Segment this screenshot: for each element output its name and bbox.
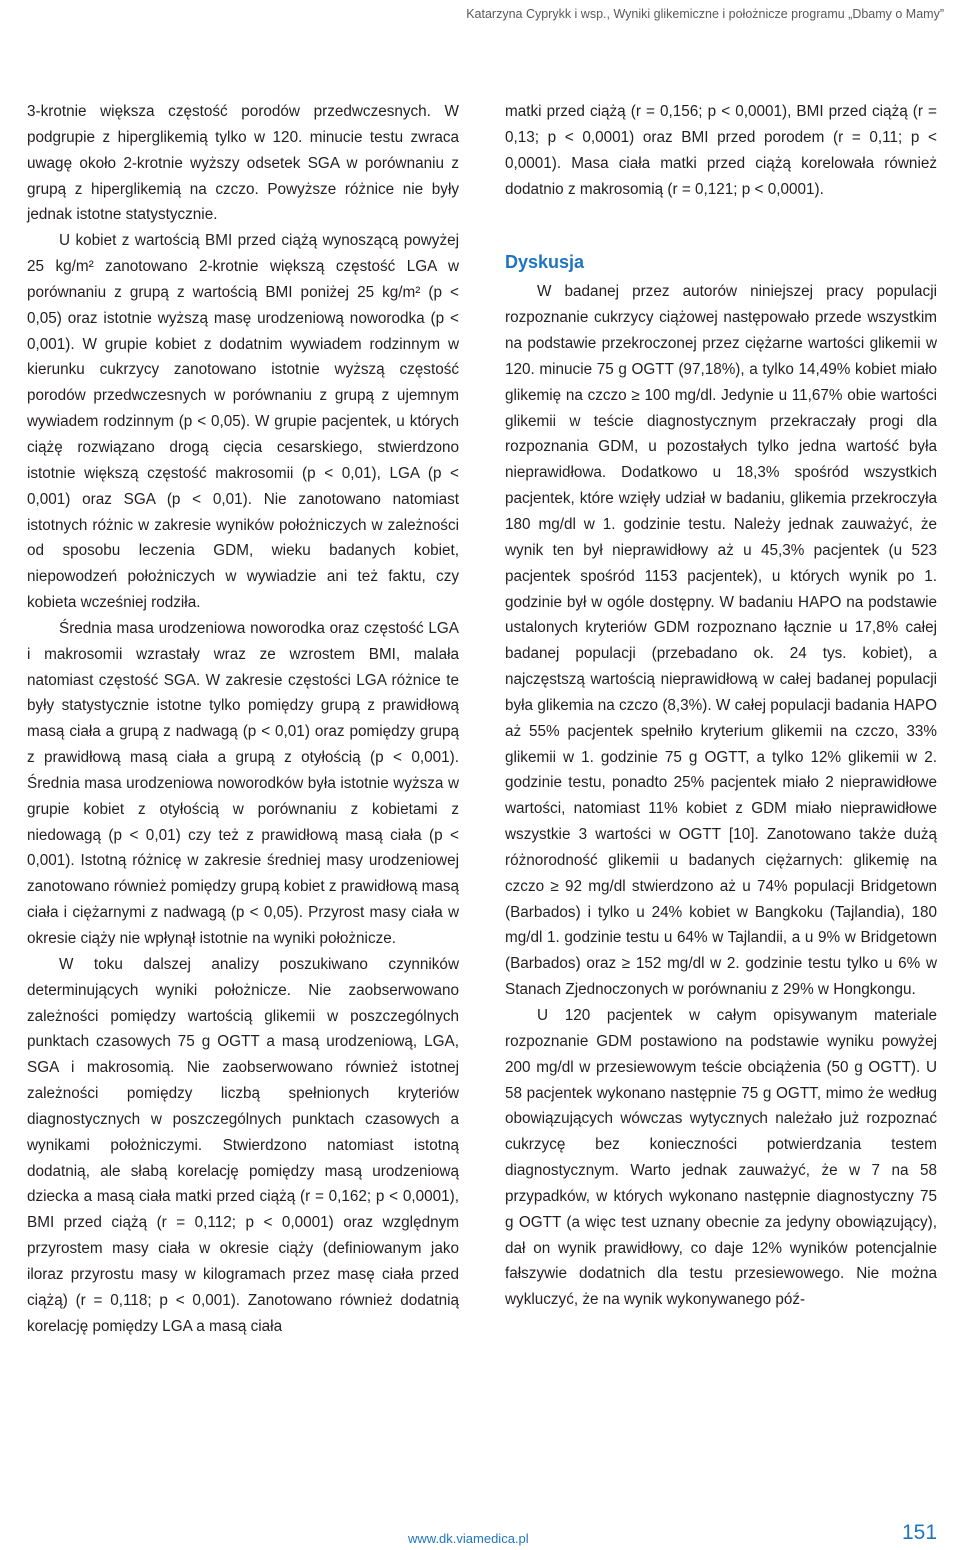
paragraph: U kobiet z wartością BMI przed ciążą wynoszącą powyżej 25 kg/m² zanotowano 2-krotnie większą częstość LGA w porównaniu z grupą z wartością BMI poniżej 25 kg/m² (p < 0,05) oraz istotnie wyższą masę urodzeniową noworodka (p < 0,001). W grupie kobiet z dodatnim wywiadem rodzinnym w kierunku cukrzycy zanotowano istotnie wyższą częstość porodów przedwczesnych w porównaniu z grupą z ujemnym wywiadem rodzinnym (p < 0,05). W grupie pacjentek, u których ciążę rozwiązano drogą cięcia cesarskiego, stwierdzono istotnie większą częstość makrosomii (p < 0,01), LGA (p < 0,001) oraz SGA (p < 0,01). Nie zanotowano natomiast istotnych różnic w zakresie wyników położniczych w zależności od sposobu leczenia GDM, wieku badanych kobiet, niepowodzeń położniczych w wywiadzie ani też faktu, czy kobieta wcześniej rodziła. bbox=[27, 232, 459, 612]
section-heading-discussion: Dyskusja bbox=[505, 252, 585, 273]
running-title: Katarzyna Cyprykk i wsp., Wyniki glikemiczne i położnicze programu „Dbamy o Mamy” bbox=[466, 7, 944, 21]
paragraph: matki przed ciążą (r = 0,156; p < 0,0001), BMI przed ciążą (r = 0,13; p < 0,0001) oraz BMI przed porodem (r = 0,11; p < 0,0001). Masa ciała matki przed ciążą korelowała również dodatnio z makrosomią (r = 0,121; p < 0,0001). bbox=[505, 103, 937, 198]
paragraph: Średnia masa urodzeniowa noworodka oraz częstość LGA i makrosomii wzrastały wraz ze wzrostem BMI, malała natomiast częstość SGA. W zakresie częstości LGA różnice te były statystycznie istotne tylko pomiędzy grupą z prawidłową masą ciała a grupą z nadwagą (p < 0,01) oraz pomiędzy grupą z prawidłową masą ciała a grupą z otyłością (p < 0,001). Średnia masa urodzeniowa noworodków była istotnie wyższa w grupie kobiet z otyłością w porównaniu z kobietami z niedowagą (p < 0,01) czy też z prawidłową masą ciała (p < 0,001). Istotną różnicę w zakresie średniej masy urodzeniowej zanotowano również pomiędzy grupą kobiet z prawidłową masą ciała i ciężarnymi z nadwagą (p < 0,05). Przyrost masy ciała w okresie ciąży nie wpłynął istotnie na wyniki położnicze. bbox=[27, 619, 459, 947]
journal-url-link[interactable]: www.dk.viamedica.pl bbox=[408, 1531, 529, 1546]
paragraph: W toku dalszej analizy poszukiwano czynników determinujących wyniki położnicze. Nie zaobserwowano zależności pomiędzy wartością glikemii w poszczególnych punktach czasowych 75 g OGTT a masą urodzeniową, LGA, SGA i makrosomią. Nie zaobserwowano również istotnej zależności pomiędzy liczbą spełnionych kryteriów diagnostycznych w poszczególnych punktach czasowych a wynikami położniczymi. Stwierdzono natomiast istotną dodatnią, ale słabą korelację pomiędzy masą urodzeniową dziecka a masą ciała matki przed ciążą (r = 0,162; p < 0,0001), BMI przed ciążą (r = 0,112; p < 0,0001) oraz względnym przyrostem masy ciała w okresie ciąży (definiowanym jako iloraz przyrostu masy w kilogramach przez masę ciała przed ciążą) (r = 0,118; p < 0,001). Zanotowano również dodatnią korelację pomiędzy LGA a masą ciała bbox=[27, 955, 459, 1335]
left-column bbox=[27, 99, 459, 1340]
paragraph: 3-krotnie większa częstość porodów przedwczesnych. W podgrupie z hiperglikemią tylko w 120. minucie testu zwraca uwagę około 2-krotnie wyższy odsetek SGA w porównaniu z grupą z hiperglikemią na czczo. Powyższe różnice nie były jednak istotne statystycznie. bbox=[27, 103, 459, 224]
paragraph: W badanej przez autorów niniejszej pracy populacji rozpoznanie cukrzycy ciążowej następowało przede wszystkim na podstawie przekroczonej przez ciężarne wartości glikemii w 120. minucie 75 g OGTT (97,18%), a tylko 14,49% kobiet miało glikemię na czczo ≥ 100 mg/dl. Jedynie u 11,67% obie wartości glikemii w teście diagnostycznym przekraczały progi dla rozpoznania GDM, u pozostałych tylko jedna wartość była nieprawidłowa. Dodatkowo u 18,3% spośród wszystkich pacjentek, które wzięły udział w badaniu, glikemia przekroczyła 180 mg/dl w 1. godzinie testu. Należy jednak zauważyć, że wynik ten był nieprawidłowy aż u 45,3% pacjentek (u 523 pacjentek spośród 1153 pacjentek), u których wynik po 1. godzinie był w ogóle dostępny. W badaniu HAPO na podstawie ustalonych kryteriów GDM rozpoznano łącznie u 17,8% całej badanej populacji (przebadano ok. 24 tys. kobiet), a najczęstszą wartością nieprawidłową w całej badanej populacji była glikemia na czczo (8,3%). W całej populacji badania HAPO aż 55% pacjentek spełniło kryterium glikemii na czczo, 33% glikemii w 1. godzinie 75 g OGTT, a tylko 12% glikemii w 2. godzinie testu, ponadto 25% pacjentek miało 2 nieprawidłowe wartości, natomiast 11% kobiet z GDM miało nieprawidłowe wszystkie 3 wartości w OGTT [10]. Zanotowano także dużą różnorodność glikemii u badanych ciężarnych: glikemię na czczo ≥ 92 mg/dl stwierdzono aż u 74% populacji Bridgetown (Barbados) i tylko u 24% kobiet w Bangkoku (Tajlandia), 180 mg/dl 1. godzinie testu u 64% w Tajlandii, a u 9% w Bridgetown (Barbados) oraz ≥ 152 mg/dl w 2. godzinie testu tylko u 6% w Stanach Zjednoczonych w porównaniu z 29% w Hongkongu. bbox=[505, 283, 937, 999]
page-number: 151 bbox=[902, 1521, 938, 1544]
page-header bbox=[0, 0, 960, 60]
right-column bbox=[505, 99, 937, 1313]
paragraph: U 120 pacjentek w całym opisywanym materiale rozpoznanie GDM postawiono na podstawie wyniku powyżej 200 mg/dl w przesiewowym teście obciążenia (50 g OGTT). U 58 pacjentek wykonano następnie 75 g OGTT, mimo że według obowiązujących wówczas wytycznych należało już rozpoznać cukrzycę bez konieczności potwierdzania testem diagnostycznym. Warto jednak zauważyć, że w 7 na 58 przypadków, w których wykonano następnie diagnostyczny 75 g OGTT (a więc test uznany obecnie za jedyny obowiązujący), dał on wynik prawidłowy, co daje 12% wyników potencjalnie fałszywie dodatnich dla testu przesiewowego. Nie można wykluczyć, że na wynik wykonywanego póź- bbox=[505, 1007, 937, 1309]
